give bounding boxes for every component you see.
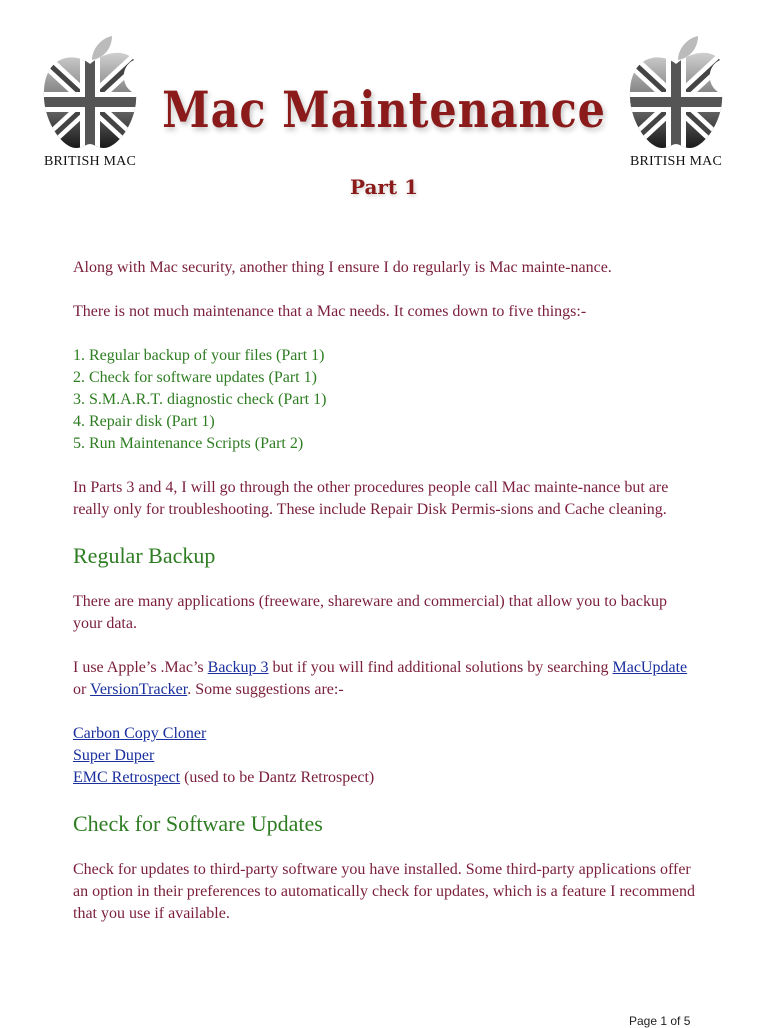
list-item [73,745,698,767]
backup-paragraph: There are many applications (freeware, shareware and commercial) that allow you to backup your data. [73,593,667,632]
super-duper-link[interactable]: Super Duper [73,747,155,764]
list-item: 2. Check for software updates (Part 1) [73,369,317,386]
backup-suggestions-list [73,723,698,789]
list-item: 5. Run Maintenance Scripts (Part 2) [73,435,304,452]
page-number: Page 1 of 5 [629,1014,691,1028]
section-heading-regular-backup: Regular Backup [73,543,216,568]
carbon-copy-cloner-link[interactable]: Carbon Copy Cloner [73,725,207,742]
logo-caption: BRITISH MAC [43,154,137,169]
list-item [73,723,698,745]
emc-note: (used to be Dantz Retrospect) [180,769,375,786]
text-span: or [73,681,91,698]
emc-retrospect-link[interactable]: EMC Retrospect [73,769,181,786]
text-span: but if you will find additional solutions by searching [268,659,613,676]
updates-paragraph: Check for updates to third-party software you have installed. Some third-party applications offer an option in their preferences to automatically check for updates, which is a feature I recommend that you use if available. [73,861,695,922]
intro-paragraph-2: There is not much maintenance that a Mac needs. It comes down to five things:- [73,303,587,320]
backup-3-link[interactable]: Backup 3 [207,659,269,676]
list-item [73,767,698,789]
page-title: Mac Maintenance [162,80,606,139]
page-subtitle: Part 1 [349,175,419,199]
backup-tools-paragraph [73,657,698,701]
list-item: 1. Regular backup of your files (Part 1) [73,347,325,364]
text-span: I use Apple’s .Mac’s [73,659,208,676]
logo-caption: BRITISH MAC [629,154,723,169]
macupdate-link[interactable]: MacUpdate [612,659,688,676]
document-body [73,257,698,947]
parts-paragraph: In Parts 3 and 4, I will go through the other procedures people call Mac mainte-nance but are really only for troubleshooting. These include Repair Disk Permis-sions and Cache cleaning. [73,479,669,518]
text-span: . Some suggestions are:- [187,681,344,698]
section-heading-software-updates: Check for Software Updates [73,811,323,836]
list-item: 4. Repair disk (Part 1) [73,413,215,430]
intro-paragraph: Along with Mac security, another thing I ensure I do regularly is Mac mainte-nance. [73,259,612,276]
versiontracker-link[interactable]: VersionTracker [90,681,188,698]
steps-list [73,345,698,455]
list-item: 3. S.M.A.R.T. diagnostic check (Part 1) [73,391,327,408]
